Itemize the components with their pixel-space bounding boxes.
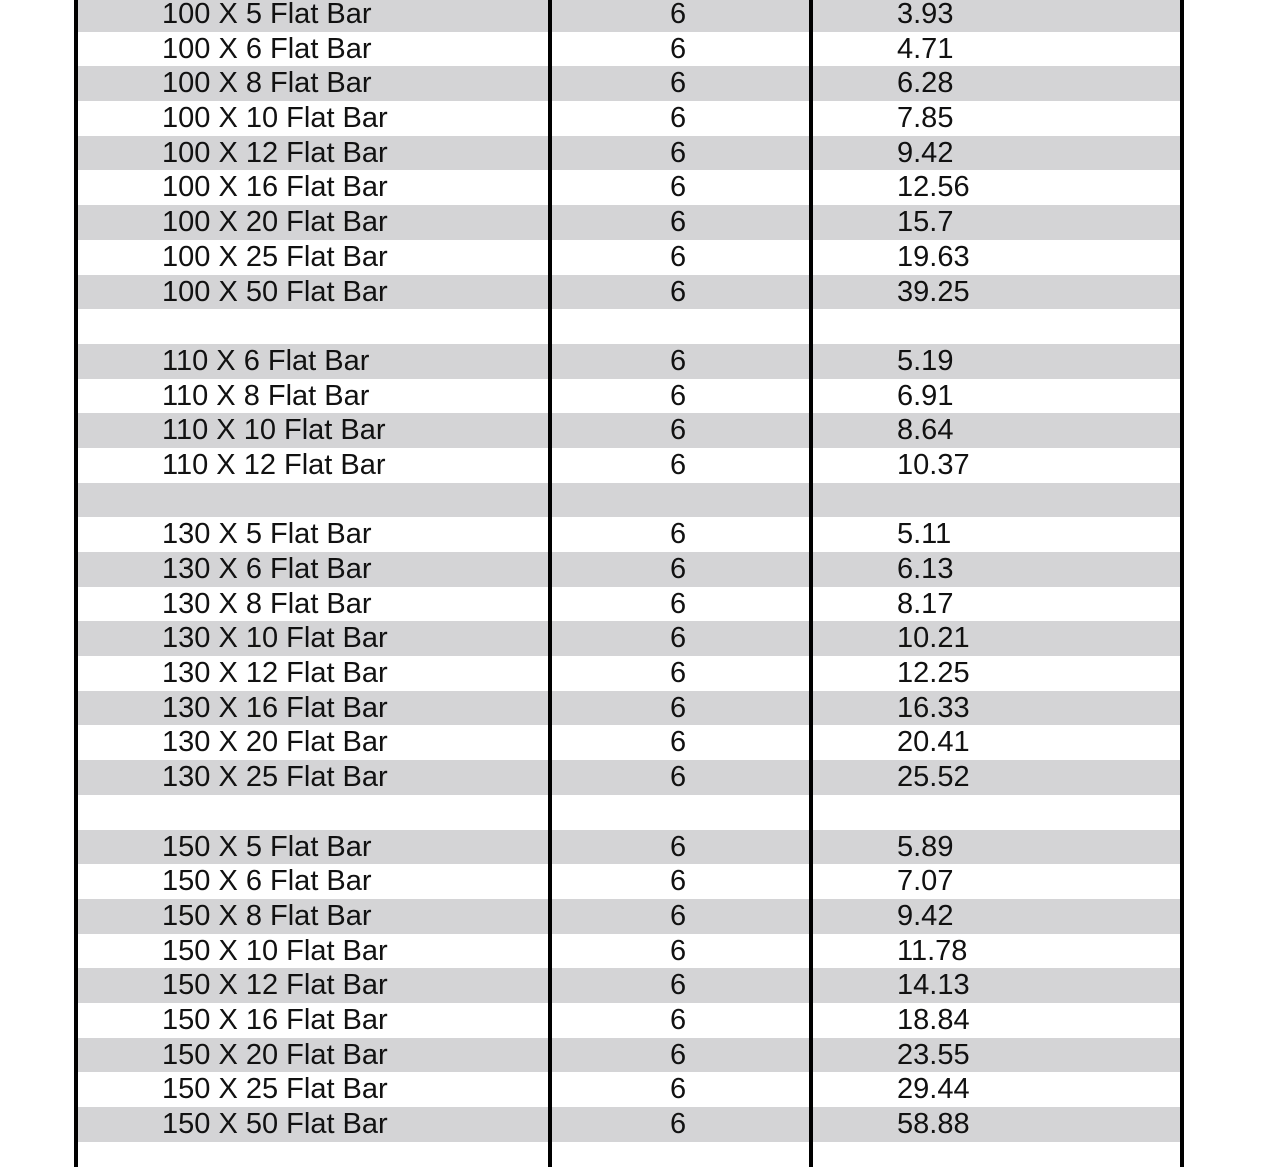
- weight-cell: 6.28: [897, 67, 954, 100]
- table-row: [0, 32, 1263, 67]
- table-row: [0, 1107, 1263, 1142]
- weight-cell: 29.44: [897, 1073, 970, 1106]
- length-cell: 6: [670, 830, 687, 863]
- weight-cell: 5.89: [897, 830, 954, 863]
- size-cell: 150 X 12 Flat Bar: [162, 969, 388, 1002]
- length-cell: 6: [670, 899, 687, 932]
- length-cell: 6: [670, 0, 687, 30]
- weight-cell: 39.25: [897, 275, 970, 308]
- table-row: [0, 0, 1263, 32]
- length-cell: 6: [670, 934, 687, 967]
- size-cell: 130 X 5 Flat Bar: [162, 518, 372, 551]
- table-row: [0, 552, 1263, 587]
- size-cell: 110 X 10 Flat Bar: [162, 414, 386, 447]
- size-cell: 100 X 10 Flat Bar: [162, 102, 388, 135]
- weight-cell: 15.7: [897, 206, 954, 239]
- table-row: [0, 170, 1263, 205]
- table-row: [0, 899, 1263, 934]
- size-cell: 130 X 6 Flat Bar: [162, 553, 372, 585]
- weight-cell: 5.19: [897, 344, 954, 377]
- table-row: [0, 587, 1263, 622]
- size-cell: 130 X 25 Flat Bar: [162, 761, 388, 794]
- size-cell: 130 X 16 Flat Bar: [162, 691, 388, 724]
- table-row: [0, 448, 1263, 483]
- table-row: [0, 725, 1263, 760]
- size-cell: 100 X 20 Flat Bar: [162, 206, 388, 239]
- size-cell: 100 X 25 Flat Bar: [162, 240, 388, 273]
- weight-cell: 16.33: [897, 691, 970, 724]
- table-row: [0, 413, 1263, 448]
- weight-cell: 14.13: [897, 969, 970, 1002]
- length-cell: 6: [670, 1038, 687, 1071]
- table-left-border: [74, 0, 78, 1167]
- length-cell: 6: [670, 171, 687, 204]
- size-cell: 100 X 5 Flat Bar: [162, 0, 372, 30]
- length-cell: 6: [670, 206, 687, 239]
- size-cell: 100 X 6 Flat Bar: [162, 32, 372, 65]
- table-row: [0, 830, 1263, 865]
- weight-cell: 58.88: [897, 1108, 970, 1140]
- length-cell: 6: [670, 344, 687, 377]
- table-row: [0, 691, 1263, 726]
- size-cell: 150 X 16 Flat Bar: [162, 1003, 388, 1036]
- weight-cell: 20.41: [897, 726, 970, 759]
- weight-cell: 6.13: [897, 553, 954, 585]
- length-cell: 6: [670, 1003, 687, 1036]
- size-cell: 130 X 20 Flat Bar: [162, 726, 388, 759]
- table-row: [0, 968, 1263, 1003]
- table-row: [0, 760, 1263, 795]
- length-cell: 6: [670, 32, 687, 65]
- table-row: [0, 483, 1263, 518]
- length-cell: 6: [670, 518, 687, 551]
- table-row: [0, 517, 1263, 552]
- table-row: [0, 934, 1263, 969]
- length-cell: 6: [670, 67, 687, 100]
- weight-cell: 8.17: [897, 587, 954, 620]
- weight-cell: 9.42: [897, 136, 954, 169]
- size-cell: 150 X 8 Flat Bar: [162, 899, 372, 932]
- column-divider-1: [548, 0, 552, 1167]
- size-cell: 110 X 12 Flat Bar: [162, 448, 386, 481]
- length-cell: 6: [670, 657, 687, 690]
- table-right-border: [1180, 0, 1184, 1167]
- size-cell: 130 X 12 Flat Bar: [162, 657, 388, 690]
- length-cell: 6: [670, 761, 687, 794]
- table-row: [0, 864, 1263, 899]
- size-cell: 150 X 6 Flat Bar: [162, 865, 372, 898]
- table-row: [0, 1142, 1263, 1176]
- size-cell: 110 X 8 Flat Bar: [162, 379, 370, 412]
- weight-cell: 12.25: [897, 657, 970, 690]
- size-cell: 150 X 25 Flat Bar: [162, 1073, 388, 1106]
- length-cell: 6: [670, 1073, 687, 1106]
- table-row: [0, 379, 1263, 414]
- weight-cell: 7.85: [897, 102, 954, 135]
- length-cell: 6: [670, 136, 687, 169]
- size-cell: 150 X 20 Flat Bar: [162, 1038, 388, 1071]
- weight-cell: 23.55: [897, 1038, 970, 1071]
- table-row: [0, 66, 1263, 101]
- table-row: [0, 621, 1263, 656]
- size-cell: 150 X 10 Flat Bar: [162, 934, 388, 967]
- length-cell: 6: [670, 553, 687, 585]
- length-cell: 6: [670, 622, 687, 655]
- table-row: [0, 240, 1263, 275]
- table-row: [0, 205, 1263, 240]
- size-cell: 100 X 12 Flat Bar: [162, 136, 388, 169]
- size-cell: 100 X 50 Flat Bar: [162, 275, 388, 308]
- length-cell: 6: [670, 1108, 687, 1140]
- weight-cell: 18.84: [897, 1003, 970, 1036]
- length-cell: 6: [670, 275, 687, 308]
- length-cell: 6: [670, 865, 687, 898]
- length-cell: 6: [670, 379, 687, 412]
- length-cell: 6: [670, 587, 687, 620]
- table-row: [0, 1038, 1263, 1073]
- size-cell: 130 X 8 Flat Bar: [162, 587, 372, 620]
- size-cell: 130 X 10 Flat Bar: [162, 622, 388, 655]
- length-cell: 6: [670, 240, 687, 273]
- weight-cell: 10.37: [897, 448, 970, 481]
- length-cell: 6: [670, 969, 687, 1002]
- size-cell: 110 X 6 Flat Bar: [162, 344, 370, 377]
- size-cell: 100 X 16 Flat Bar: [162, 171, 388, 204]
- table-row: [0, 795, 1263, 830]
- table-row: [0, 344, 1263, 379]
- weight-cell: 12.56: [897, 171, 970, 204]
- size-cell: 100 X 8 Flat Bar: [162, 67, 372, 100]
- weight-cell: 10.21: [897, 622, 970, 655]
- column-divider-2: [809, 0, 813, 1167]
- table-row: [0, 656, 1263, 691]
- weight-cell: 4.71: [897, 32, 954, 65]
- weight-cell: 19.63: [897, 240, 970, 273]
- table-row: [0, 1072, 1263, 1107]
- length-cell: 6: [670, 448, 687, 481]
- weight-cell: 9.42: [897, 899, 954, 932]
- table-row: [0, 309, 1263, 344]
- table-row: [0, 275, 1263, 310]
- size-cell: 150 X 50 Flat Bar: [162, 1108, 388, 1140]
- weight-cell: 8.64: [897, 414, 954, 447]
- length-cell: 6: [670, 414, 687, 447]
- row-shading: [77, 483, 1182, 518]
- weight-cell: 3.93: [897, 0, 954, 30]
- table-row: [0, 136, 1263, 171]
- weight-cell: 25.52: [897, 761, 970, 794]
- length-cell: 6: [670, 726, 687, 759]
- weight-cell: 11.78: [897, 934, 968, 967]
- length-cell: 6: [670, 102, 687, 135]
- weight-cell: 5.11: [897, 518, 952, 551]
- table-row: [0, 1003, 1263, 1038]
- length-cell: 6: [670, 691, 687, 724]
- weight-cell: 7.07: [897, 865, 954, 898]
- table-row: [0, 101, 1263, 136]
- weight-cell: 6.91: [897, 379, 954, 412]
- size-cell: 150 X 5 Flat Bar: [162, 830, 372, 863]
